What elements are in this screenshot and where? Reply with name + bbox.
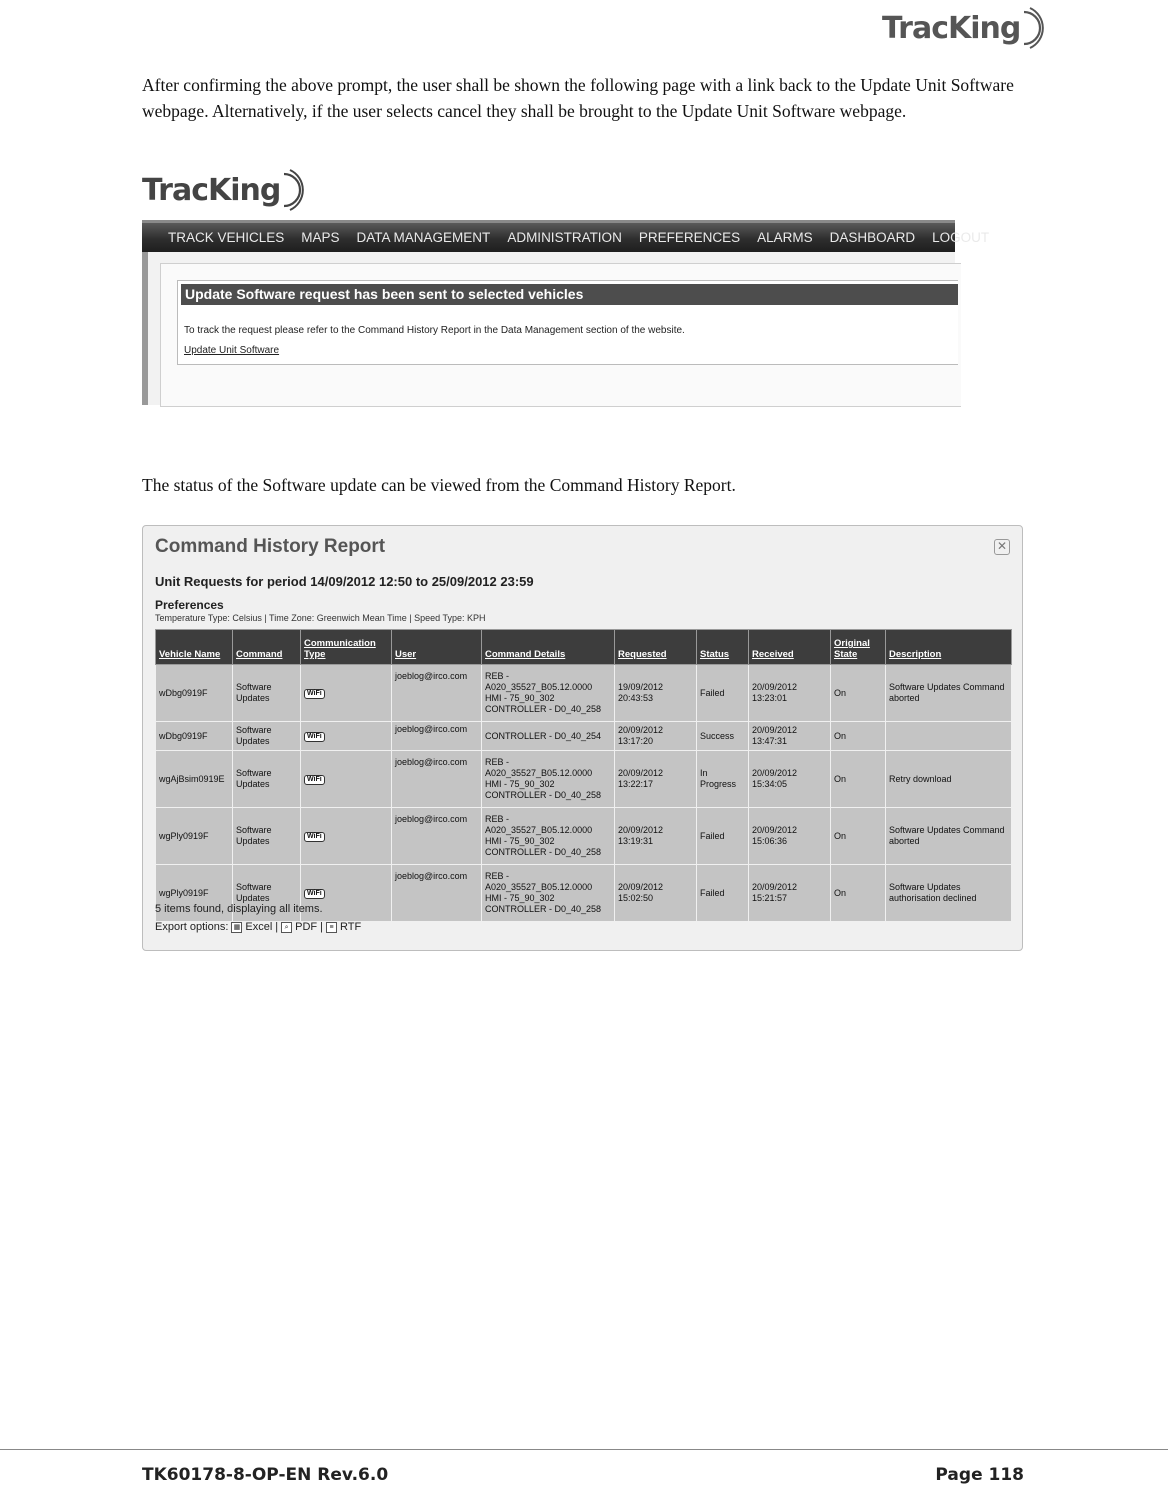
cell-requested: 20/09/2012 13:17:20	[615, 722, 697, 751]
separator: |	[275, 921, 279, 933]
cell-comm-type	[301, 751, 392, 808]
cell-comm-type	[301, 665, 392, 722]
cell-details: REB - A020_35527_B05.12.0000 HMI - 75_90_302 CONTROLLER - D0_40_258	[482, 865, 615, 922]
nav-maps[interactable]: MAPS	[301, 230, 340, 245]
signal-arcs-icon	[1020, 6, 1042, 50]
cell-user: joeblog@irco.com	[392, 865, 482, 922]
cell-vehicle: wgPly0919F	[156, 865, 233, 922]
nav-logout[interactable]: LOGOUT	[932, 230, 990, 245]
cell-description: Software Updates Command aborted	[886, 808, 1012, 865]
col-header-original-state[interactable]: Original State	[831, 630, 886, 665]
cell-comm-type	[301, 808, 392, 865]
export-label: Export options:	[155, 921, 229, 933]
cell-description: Software Updates Command aborted	[886, 665, 1012, 722]
update-unit-software-link[interactable]: Update Unit Software	[184, 345, 280, 356]
cell-description: Retry download	[886, 751, 1012, 808]
close-icon[interactable]: ✕	[994, 539, 1010, 555]
cell-details: CONTROLLER - D0_40_254	[482, 722, 615, 751]
col-header-communication-type[interactable]: Communication Type	[301, 630, 392, 665]
tracking-logo-screenshot	[142, 168, 302, 212]
side-bar	[142, 252, 148, 405]
command-history-report	[142, 525, 1023, 951]
cell-vehicle: wDbg0919F	[156, 722, 233, 751]
cell-command: Software Updates	[233, 722, 301, 751]
nav-administration[interactable]: ADMINISTRATION	[507, 230, 622, 245]
cell-vehicle: wDbg0919F	[156, 665, 233, 722]
wifi-icon: WiFi	[304, 689, 325, 699]
nav-alarms[interactable]: ALARMS	[757, 230, 813, 245]
logo-text: TracKing	[882, 10, 1021, 46]
cell-received: 20/09/2012 13:23:01	[749, 665, 831, 722]
export-rtf-link[interactable]: RTF	[340, 921, 362, 933]
cell-user: joeblog@irco.com	[392, 808, 482, 865]
main-nav	[142, 220, 990, 252]
intro-paragraph: After confirming the above prompt, the user shall be shown the following page with a link back to the Update Unit Software webpage. Alternatively, if the user selects cancel they shall be brought to the Update Unit Software webpage.	[142, 75, 1014, 121]
cell-details: REB - A020_35527_B05.12.0000 HMI - 75_90_302 CONTROLLER - D0_40_258	[482, 665, 615, 722]
table-row	[156, 722, 1012, 751]
cell-vehicle: wgPly0919F	[156, 808, 233, 865]
cell-requested: 20/09/2012 13:19:31	[615, 808, 697, 865]
cell-comm-type	[301, 722, 392, 751]
export-pdf-link[interactable]: PDF	[295, 921, 318, 933]
nav-data-management[interactable]: DATA MANAGEMENT	[356, 230, 491, 245]
preferences-line: Temperature Type: Celsius | Time Zone: Greenwich Mean Time | Speed Type: KPH	[155, 613, 486, 623]
nav-preferences[interactable]: PREFERENCES	[638, 230, 741, 245]
notice-title: Update Software request has been sent to selected vehicles	[181, 284, 958, 305]
notice-box	[177, 280, 958, 365]
notice-text: To track the request please refer to the Command History Report in the Data Management section of the website.	[184, 325, 685, 336]
wifi-icon: WiFi	[304, 889, 325, 899]
cell-original-state: On	[831, 808, 886, 865]
preferences-heading: Preferences	[155, 598, 224, 612]
cell-description: Software Updates authorisation declined	[886, 865, 1012, 922]
col-header-description[interactable]: Description	[886, 630, 1012, 665]
col-header-received[interactable]: Received	[749, 630, 831, 665]
cell-details: REB - A020_35527_B05.12.0000 HMI - 75_90_302 CONTROLLER - D0_40_258	[482, 808, 615, 865]
cell-received: 20/09/2012 15:34:05	[749, 751, 831, 808]
cell-original-state: On	[831, 665, 886, 722]
pdf-icon: ⌕	[281, 922, 292, 933]
cell-original-state: On	[831, 751, 886, 808]
report-period: Unit Requests for period 14/09/2012 12:50 to 25/09/2012 23:59	[155, 574, 534, 589]
cell-command: Software Updates	[233, 808, 301, 865]
cell-status: Success	[697, 722, 749, 751]
cell-requested: 20/09/2012 15:02:50	[615, 865, 697, 922]
document-id: TK60178-8-OP-EN Rev.6.0	[142, 1465, 389, 1485]
cell-user: joeblog@irco.com	[392, 665, 482, 722]
col-header-requested[interactable]: Requested	[615, 630, 697, 665]
col-header-user[interactable]: User	[392, 630, 482, 665]
cell-original-state: On	[831, 865, 886, 922]
table-row	[156, 808, 1012, 865]
cell-status: Failed	[697, 808, 749, 865]
wifi-icon: WiFi	[304, 732, 325, 742]
tracking-logo-header	[882, 6, 1042, 50]
col-header-vehicle-name[interactable]: Vehicle Name	[156, 630, 233, 665]
cell-received: 20/09/2012 15:21:57	[749, 865, 831, 922]
footer-divider	[0, 1449, 1168, 1450]
separator: |	[320, 921, 323, 933]
table-row	[156, 665, 1012, 722]
col-header-command[interactable]: Command	[233, 630, 301, 665]
nav-track-vehicles[interactable]: TRACK VEHICLES	[168, 230, 285, 245]
table-row	[156, 751, 1012, 808]
cell-status: Failed	[697, 665, 749, 722]
cell-original-state: On	[831, 722, 886, 751]
export-excel-link[interactable]: Excel	[245, 921, 273, 933]
cell-status: In Progress	[697, 751, 749, 808]
signal-arcs-icon	[280, 168, 302, 212]
wifi-icon: WiFi	[304, 832, 325, 842]
cell-requested: 19/09/2012 20:43:53	[615, 665, 697, 722]
col-header-status[interactable]: Status	[697, 630, 749, 665]
cell-status: Failed	[697, 865, 749, 922]
cell-description	[886, 722, 1012, 751]
col-header-command-details[interactable]: Command Details	[482, 630, 615, 665]
cell-user: joeblog@irco.com	[392, 722, 482, 751]
report-title: Command History Report	[155, 536, 386, 557]
cell-requested: 20/09/2012 13:22:17	[615, 751, 697, 808]
export-options	[155, 921, 361, 933]
update-confirmation-screenshot	[142, 220, 990, 405]
command-history-table	[155, 629, 1012, 922]
cell-command: Software Updates	[233, 665, 301, 722]
wifi-icon: WiFi	[304, 775, 325, 785]
cell-vehicle: wgAjBsim0919E	[156, 751, 233, 808]
nav-dashboard[interactable]: DASHBOARD	[829, 230, 916, 245]
page-number: Page 118	[935, 1465, 1024, 1485]
cell-user: joeblog@irco.com	[392, 751, 482, 808]
cell-received: 20/09/2012 13:47:31	[749, 722, 831, 751]
cell-received: 20/09/2012 15:06:36	[749, 808, 831, 865]
status-paragraph: The status of the Software update can be viewed from the Command History Report.	[142, 475, 736, 495]
cell-details: REB - A020_35527_B05.12.0000 HMI - 75_90_302 CONTROLLER - D0_40_258	[482, 751, 615, 808]
rtf-icon: ≡	[326, 922, 337, 933]
items-found-text: 5 items found, displaying all items.	[155, 903, 323, 915]
excel-icon: ▦	[231, 922, 242, 933]
logo-text: TracKing	[142, 172, 281, 208]
cell-command: Software Updates	[233, 865, 301, 922]
table-header-row	[156, 630, 1012, 665]
cell-command: Software Updates	[233, 751, 301, 808]
